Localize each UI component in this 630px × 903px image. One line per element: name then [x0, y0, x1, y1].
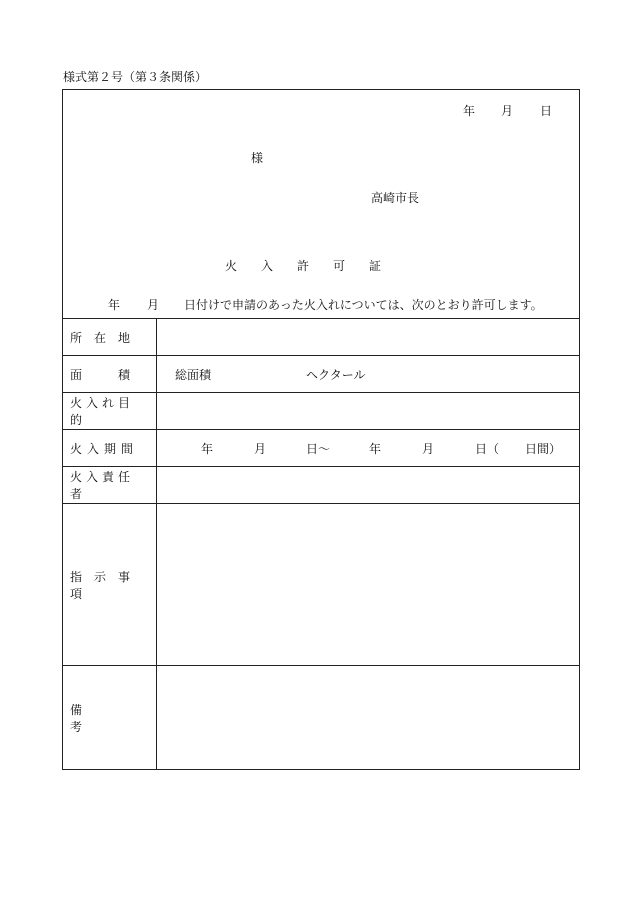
area-total-label: 総面積 — [175, 367, 212, 382]
issuer: 高崎市長 — [371, 191, 420, 205]
location-value[interactable] — [157, 319, 579, 355]
purpose-label-cell — [63, 393, 156, 429]
date-day: 日 — [540, 104, 553, 118]
purpose-value[interactable] — [157, 393, 579, 429]
period-days: 日間） — [525, 441, 562, 456]
statement-text: 日付けで申請のあった火入れについては、次のとおり許可します。 — [184, 298, 543, 312]
period-end-month: 月 — [422, 441, 435, 456]
area-label: 面 積 — [70, 367, 131, 382]
area-unit: ヘクタール — [306, 367, 366, 382]
permit-form — [62, 89, 580, 770]
page-title: 火 入 許 可 証 — [225, 259, 382, 273]
addressee-suffix: 様 — [251, 151, 264, 165]
purpose-label — [70, 394, 149, 428]
period-start-month: 月 — [254, 441, 267, 456]
period-end-day: 日（ — [475, 441, 500, 456]
instructions-label: 指 示 事 項 — [70, 569, 143, 601]
location-label: 所 在 地 — [70, 330, 131, 345]
period-label: 火入期間 — [70, 441, 139, 456]
area-value[interactable] — [157, 356, 579, 392]
statement-year: 年 — [108, 298, 121, 312]
instructions-label-cell — [63, 504, 156, 665]
responsible-label: 火入責任者 — [70, 470, 135, 501]
location-label-cell — [63, 319, 156, 355]
period-end-year: 年 — [369, 441, 382, 456]
instructions-value[interactable] — [157, 504, 579, 665]
period-start-year: 年 — [201, 441, 214, 456]
statement-month: 月 — [147, 298, 160, 312]
remarks-label-cell — [63, 666, 156, 769]
date-month: 月 — [501, 104, 514, 118]
period-start-day: 日～ — [306, 441, 331, 456]
area-label-cell — [63, 356, 156, 392]
date-year: 年 — [463, 104, 476, 118]
period-label-cell — [63, 430, 156, 466]
purpose-label-text: 火入れ目的 — [70, 396, 135, 427]
remarks-value[interactable] — [157, 666, 579, 769]
responsible-label-cell — [63, 467, 156, 503]
responsible-value[interactable] — [157, 467, 579, 503]
form-id: 様式第２号（第３条関係） — [63, 70, 208, 84]
remarks-label: 備 考 — [70, 702, 143, 734]
period-value[interactable] — [157, 430, 579, 466]
